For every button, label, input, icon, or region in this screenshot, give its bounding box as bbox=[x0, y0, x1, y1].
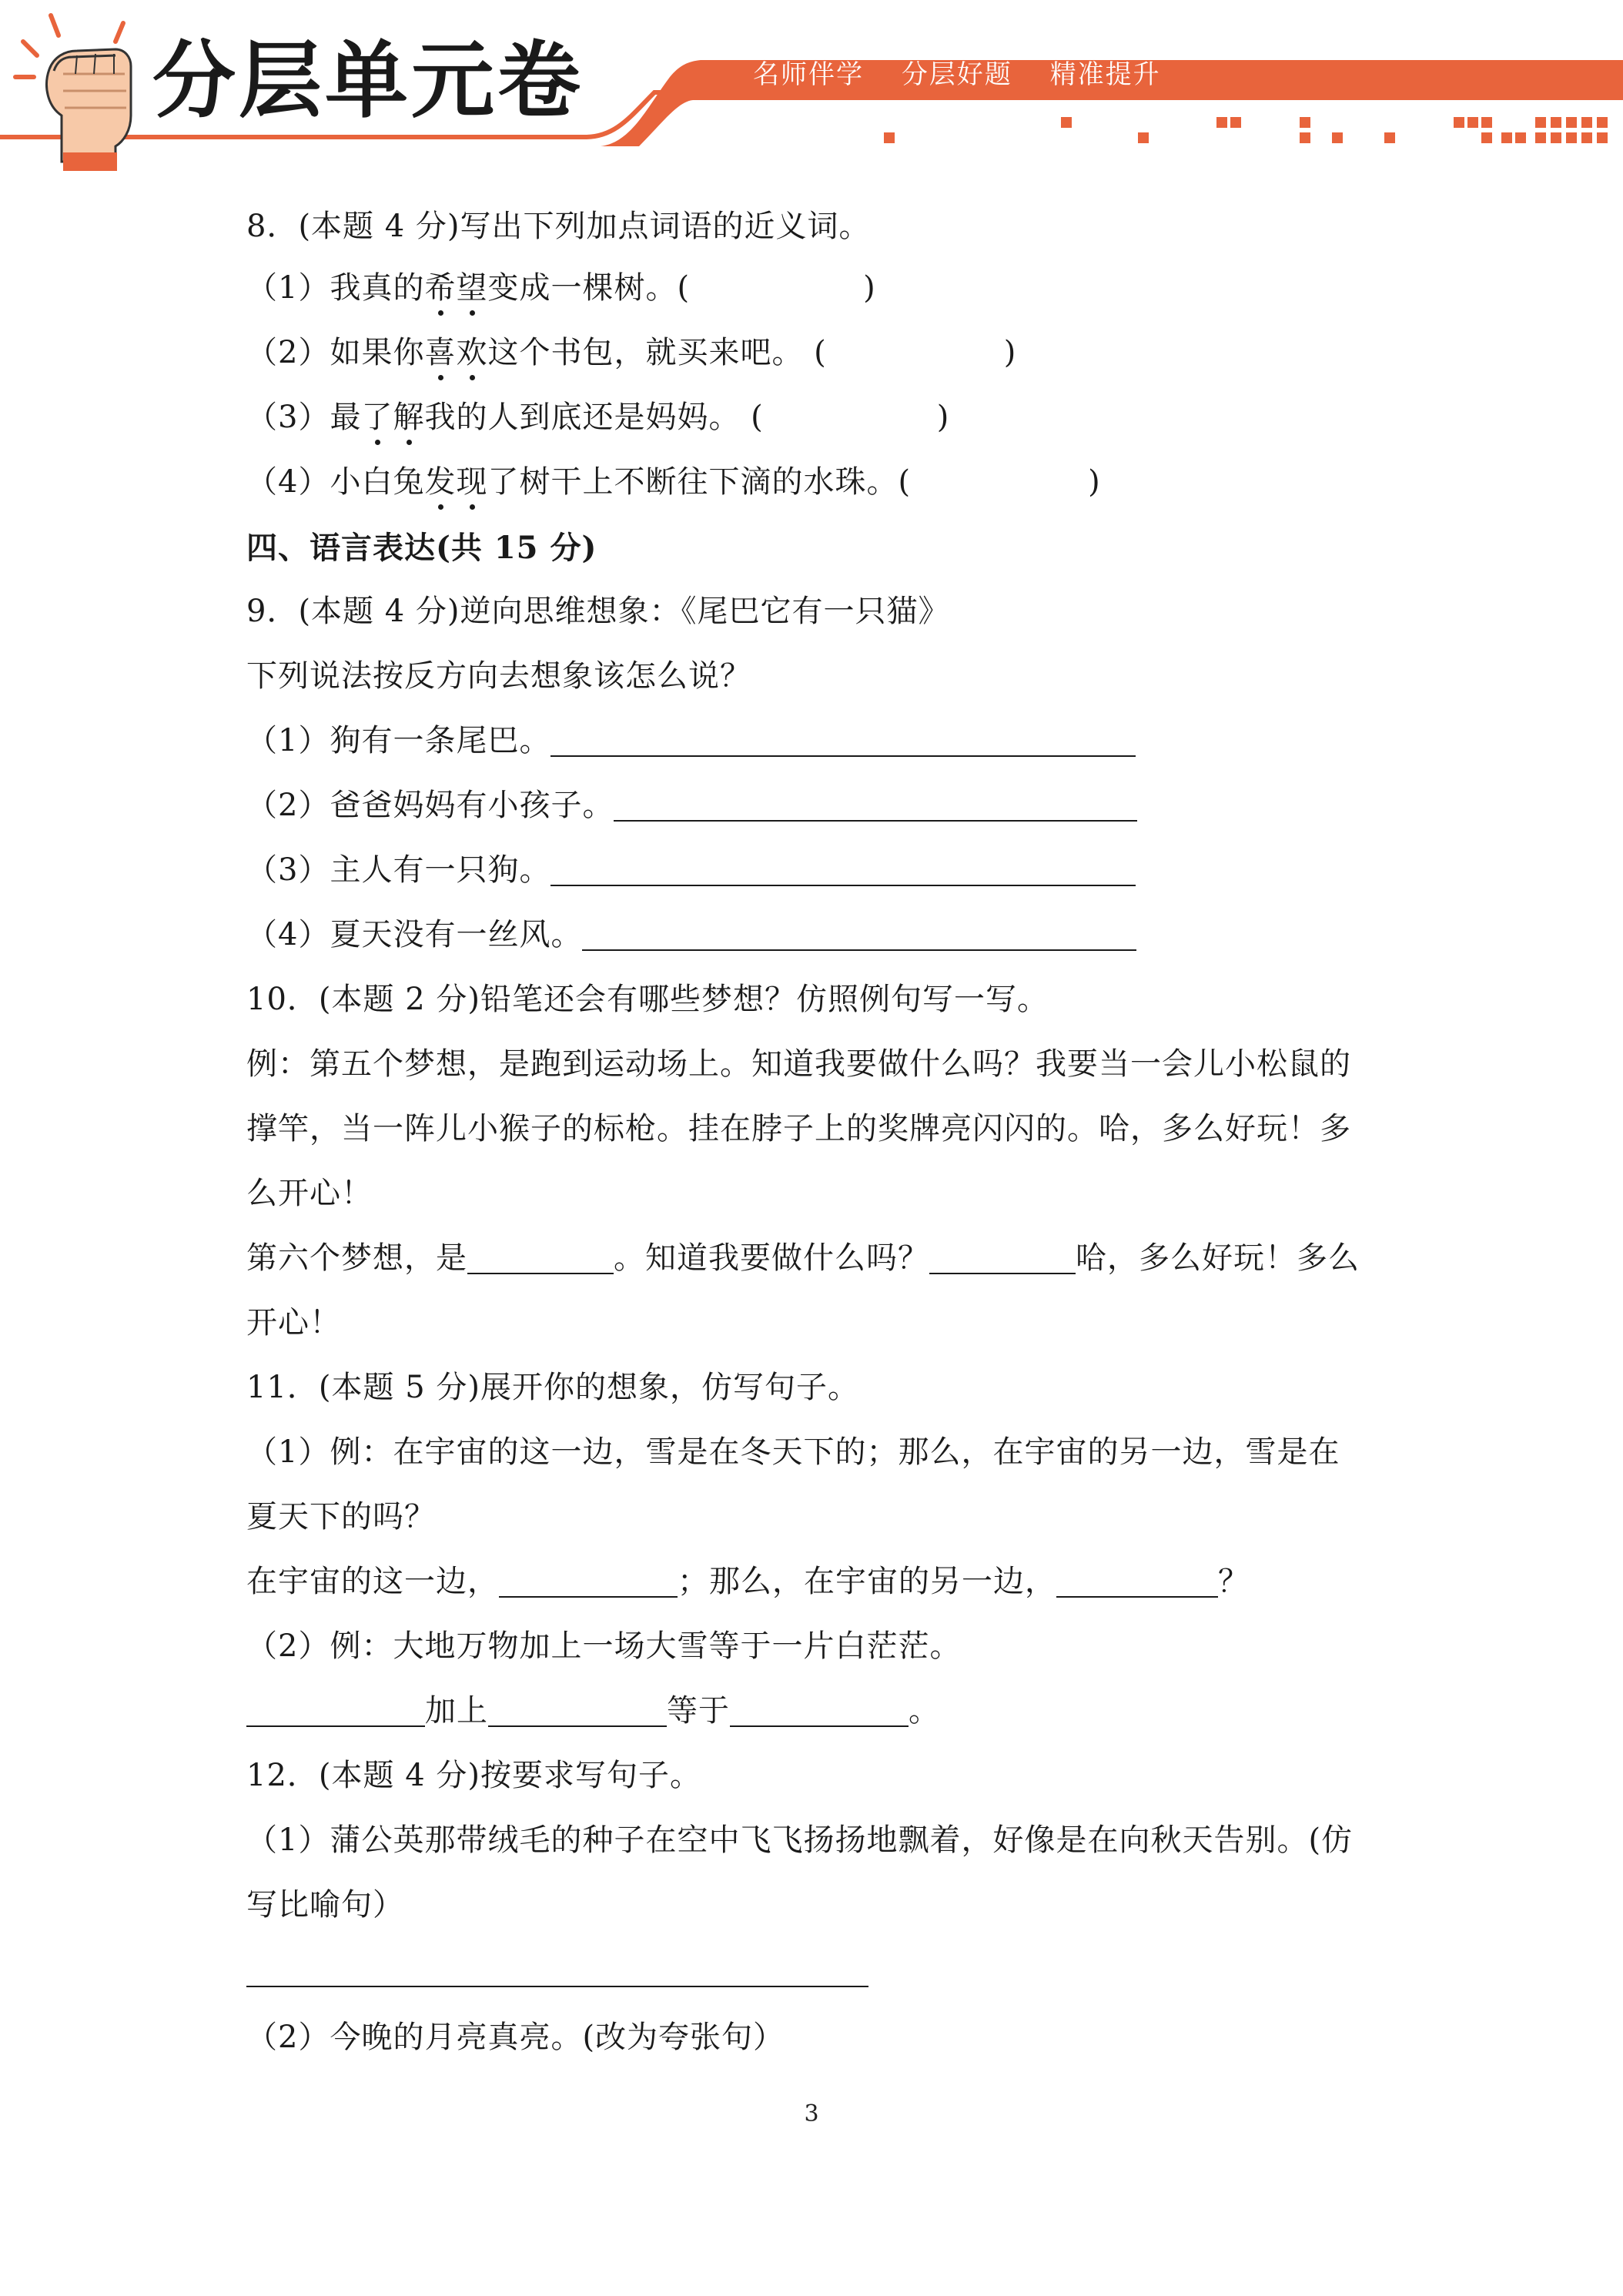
q9-instruction: 下列说法按反方向去想象该怎么说？ bbox=[246, 658, 751, 694]
dotted-char: 欢 bbox=[456, 335, 488, 370]
q12-item-2: （2）今晚的月亮真亮。(改为夸张句） bbox=[246, 2020, 785, 2055]
q10-example-line-3: 么开心！ bbox=[246, 1176, 373, 1211]
answer-line[interactable] bbox=[467, 1243, 614, 1274]
answer-line[interactable] bbox=[1056, 1567, 1218, 1598]
q11-example-1-line-1: （1）例：在宇宙的这一边，雪是在冬天下的；那么，在宇宙的另一边，雪是在 bbox=[246, 1434, 1340, 1470]
header-slogans bbox=[753, 59, 1189, 90]
answer-line[interactable] bbox=[488, 1696, 667, 1727]
q9-item-2: （2）爸爸妈妈有小孩子。 bbox=[246, 787, 1137, 824]
q11-title: 11．(本题 5 分)展开你的想象，仿写句子。 bbox=[246, 1370, 859, 1405]
q9-item-4: （4）夏天没有一丝风。 bbox=[246, 916, 1136, 953]
page-number: 3 bbox=[804, 2100, 819, 2127]
q12-item-1-line-2: 写比喻句） bbox=[246, 1887, 404, 1923]
slogan-2: 分层好题 bbox=[901, 59, 1012, 90]
brand-title: 分层单元卷 bbox=[152, 33, 584, 129]
answer-line[interactable] bbox=[550, 726, 1136, 757]
q9-title: 9．(本题 4 分)逆向思维想象：《尾巴它有一只猫》 bbox=[246, 594, 950, 629]
q11-fill-2: 加上 等于 。 bbox=[246, 1692, 940, 1729]
q12-item-1-line-1: （1）蒲公英那带绒毛的种子在空中飞飞扬扬地飘着，好像是在向秋天告别。(仿 bbox=[246, 1822, 1354, 1858]
q12-title: 12．(本题 4 分)按要求写句子。 bbox=[246, 1758, 701, 1793]
q10-fill-end: 开心！ bbox=[246, 1305, 341, 1340]
answer-line[interactable] bbox=[246, 1696, 425, 1727]
q10-example-line-2: 撑竿，当一阵儿小猴子的标枪。挂在脖子上的奖牌亮闪闪的。哈，多么好玩！多 bbox=[246, 1111, 1351, 1146]
answer-line[interactable] bbox=[730, 1696, 909, 1727]
dotted-char: 解 bbox=[393, 400, 425, 435]
q9-item-3: （3）主人有一只狗。 bbox=[246, 852, 1136, 889]
dotted-char: 发 bbox=[424, 464, 457, 500]
decorative-dots bbox=[884, 117, 1608, 143]
q8-item-1: （1）我真的希望变成一棵树。( ) bbox=[246, 270, 876, 306]
q8-title: 8．(本题 4 分)写出下列加点词语的近义词。 bbox=[246, 209, 871, 244]
answer-line[interactable] bbox=[582, 920, 1136, 951]
q8-item-4: （4）小白兔发现了树干上不断往下滴的水珠。( ) bbox=[246, 464, 1101, 500]
dotted-char: 喜 bbox=[424, 335, 457, 370]
slogan-1: 名师伴学 bbox=[753, 59, 864, 90]
q12-answer-line[interactable] bbox=[246, 1953, 868, 1990]
answer-line[interactable] bbox=[929, 1243, 1076, 1274]
answer-line[interactable] bbox=[550, 855, 1136, 886]
dotted-char: 了 bbox=[361, 400, 393, 435]
dotted-char: 现 bbox=[456, 464, 488, 500]
dotted-char: 希 bbox=[424, 270, 457, 306]
answer-line[interactable] bbox=[246, 1956, 868, 1987]
section-heading: 四、语言表达(共 15 分) bbox=[246, 530, 597, 566]
q10-example-line-1: 例：第五个梦想，是跑到运动场上。知道我要做什么吗？我要当一会儿小松鼠的 bbox=[246, 1046, 1351, 1082]
q11-example-2: （2）例：大地万物加上一场大雪等于一片白茫茫。 bbox=[246, 1628, 962, 1664]
q8-item-3: （3）最了解我的人到底还是妈妈。 ( ) bbox=[246, 400, 950, 435]
answer-line[interactable] bbox=[499, 1567, 678, 1598]
raised-fist-icon bbox=[15, 15, 131, 171]
answer-line[interactable] bbox=[614, 791, 1137, 822]
page-header bbox=[0, 0, 1623, 177]
dotted-char: 望 bbox=[456, 270, 488, 306]
q8-item-2: （2）如果你喜欢这个书包，就买来吧。 ( ) bbox=[246, 335, 1017, 370]
q9-item-1: （1）狗有一条尾巴。 bbox=[246, 722, 1136, 759]
q11-example-1-line-2: 夏天下的吗？ bbox=[246, 1499, 436, 1535]
q10-fill-line: 第六个梦想，是 。知道我要做什么吗？ 哈，多么好玩！多么 bbox=[246, 1240, 1360, 1276]
q10-title: 10．(本题 2 分)铅笔还会有哪些梦想？仿照例句写一写。 bbox=[246, 982, 1049, 1017]
slogan-3: 精准提升 bbox=[1049, 59, 1161, 90]
q11-fill-1: 在宇宙的这一边， ；那么，在宇宙的另一边， ？ bbox=[246, 1564, 1250, 1599]
